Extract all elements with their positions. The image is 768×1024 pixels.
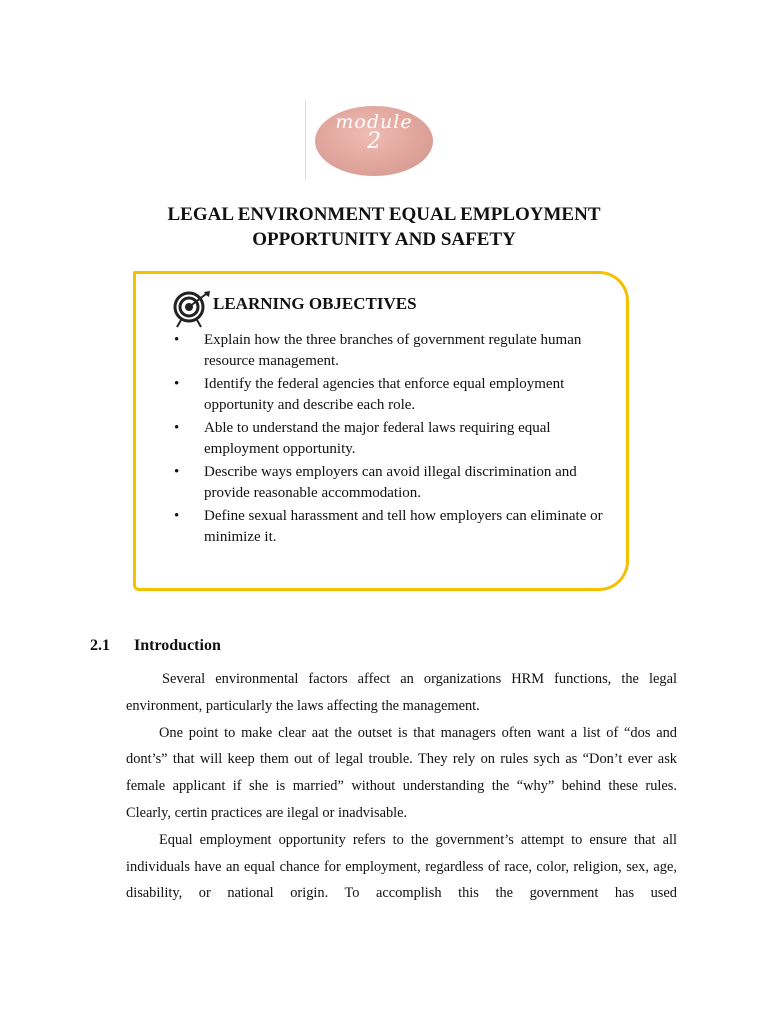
paragraph: One point to make clear aat the outset is that managers often want a list of “dos and dont’s” that will keep them out of legal trouble. They rely on rules sych as “Don’t ever ask female applicant if she is married” without understanding the “why” behind these rules. Clearly, certin practices are ilegal or inadvisable.	[126, 724, 677, 821]
module-badge	[305, 98, 438, 182]
module-badge-number: 2	[367, 129, 381, 154]
bullet: •	[174, 464, 180, 480]
section-heading	[90, 637, 221, 655]
page-title-line-1: LEGAL ENVIRONMENT EQUAL EMPLOYMENT	[167, 204, 601, 225]
section-number: 2.1	[90, 637, 110, 654]
paragraph: Several environmental factors affect an organizations HRM functions, the legal environment, particularly the laws affecting the management.	[126, 671, 677, 714]
module-badge-word: module	[335, 111, 413, 133]
bullet: •	[174, 376, 180, 392]
module-badge-label	[315, 112, 433, 152]
target-icon	[172, 290, 212, 328]
bullet: •	[174, 332, 180, 348]
objective-item: • Describe ways employers can avoid illegal discrimination and provide reasonable accommodation.	[174, 464, 577, 501]
page-title-line-2: OPPORTUNITY AND SAFETY	[252, 229, 516, 250]
objective-item: • Able to understand the major federal laws requiring equal employment opportunity.	[174, 420, 551, 457]
section-body	[126, 666, 677, 907]
learning-objectives-heading: LEARNING OBJECTIVES	[213, 294, 417, 313]
paragraph: Equal employment opportunity refers to the government’s attempt to ensure that all individuals have an equal chance for employment, regardless of race, color, religion, sex, age, disability, or national origin. To accomplish this the government has used	[126, 831, 677, 902]
bullet: •	[174, 508, 180, 524]
bullet: •	[174, 420, 180, 436]
objective-item: • Define sexual harassment and tell how employers can eliminate or minimize it.	[174, 508, 603, 545]
objective-item: • Identify the federal agencies that enforce equal employment opportunity and describe each role.	[174, 376, 565, 413]
badge-divider	[305, 100, 306, 180]
section-title: Introduction	[134, 637, 221, 654]
page-title	[0, 202, 768, 252]
objective-item: • Explain how the three branches of government regulate human resource management.	[174, 332, 582, 369]
learning-objectives-list	[172, 330, 612, 550]
